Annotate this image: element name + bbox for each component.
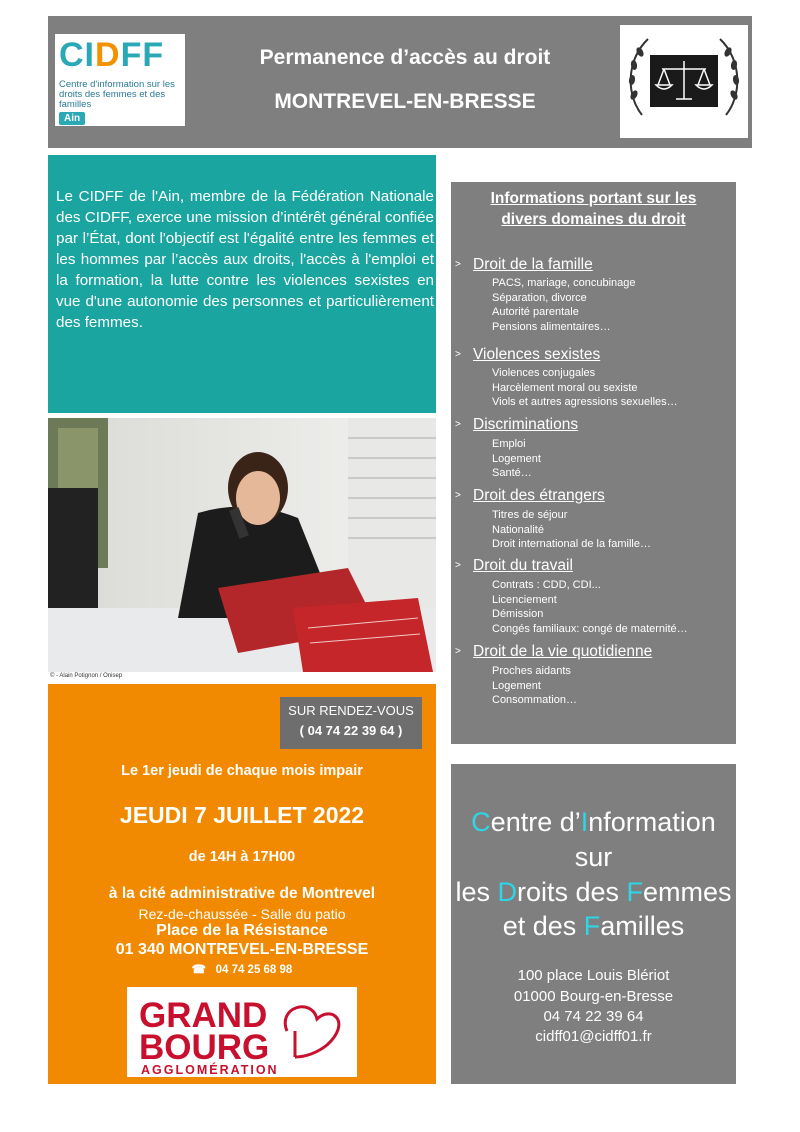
list-item: Emploi [492,438,526,450]
intro-text: Le CIDFF de l'Ain, membre de la Fédération Nationale des CIDFF, exerce une mission d’intérêt général confiée par l’État, dont l'objectif est l'égalité entre les femmes et les hommes par l’accès aux droits, l'accès à l'emploi et la formation, la lutte contre les violences sexistes en vue d'une autonomie des personnes et particulièrement des femmes. [56,188,434,331]
venue-town: 01 340 MONTREVEL-EN-BRESSE [115,941,369,958]
venue-phone-line [48,962,436,976]
contact-email[interactable]: cidff01@cidff01.fr [535,1028,652,1045]
category-daily-life: > Droit de la vie quotidienne [455,643,653,660]
cidff-logo [55,34,185,126]
office-photo [48,418,436,672]
category-family: > Droit de la famille [455,256,593,273]
category-family-items [492,276,636,334]
page-city: MONTREVEL-EN-BRESSE [274,90,536,113]
chevron-right-icon: > [455,560,461,571]
list-item: Démission [492,608,544,620]
category-violence-items [492,366,678,410]
list-item: Séparation, divorce [492,291,587,304]
list-item: Autorité parentale [492,306,579,318]
list-item: Harcèlement moral ou sexiste [492,381,638,394]
category-work: > Droit du travail [455,557,573,574]
photo-credit: © - Alain Potignon / Onisep [50,673,123,679]
page-title: Permanence d’accès au droit [259,46,551,69]
list-item: Titres de séjour [492,509,568,521]
schedule-text: Le 1er jeudi de chaque mois impair [121,763,363,779]
contact-address-street: 100 place Louis Blériot [517,967,670,984]
category-discrimination-items [492,437,541,481]
grand-bourg-line1: GRAND [139,996,268,1035]
chevron-right-icon: > [455,646,461,657]
list-item: Droit international de la famille… [492,538,651,550]
contact-address-city: 01000 Bourg-en-Bresse [513,988,674,1005]
category-work-items [492,578,688,636]
event-date: JEUDI 7 JUILLET 2022 [119,802,365,828]
cidff-logo-word: CIDFF [59,36,165,74]
chevron-right-icon: > [455,419,461,430]
list-item: Logement [492,679,541,692]
cidff-logo-subtitle: Centre d'information sur les droits des femmes et des familles [59,79,175,110]
contact-heading-line3: les Droits des Femmes [455,877,732,907]
contact-phone[interactable]: 04 74 22 39 64 [543,1008,644,1025]
contact-heading-line2: sur [574,842,613,872]
chevron-right-icon: > [455,259,461,270]
list-item: PACS, mariage, concubinage [492,277,636,289]
chevron-right-icon: > [455,349,461,360]
list-item: Congés familiaux: congé de maternité… [492,622,688,635]
list-item: Nationalité [492,523,544,536]
category-violence: > Violences sexistes [455,346,601,363]
venue-phone[interactable]: 04 74 25 68 98 [215,964,293,976]
list-item: Violences conjugales [492,367,596,379]
category-foreigners: > Droit des étrangers [455,487,605,504]
list-item: Pensions alimentaires… [492,320,611,333]
grand-bourg-line2: BOURG [139,1028,270,1067]
grand-bourg-logo [127,987,357,1077]
venue-name: à la cité administrative de Montrevel [108,885,376,902]
domains-title: Informations portant sur les divers domaines du droit [490,190,697,228]
list-item: Santé… [492,467,532,479]
phone-icon: ☎ [191,964,206,976]
list-item: Logement [492,452,541,465]
appointment-label: SUR RENDEZ-VOUS [288,703,414,718]
appointment-box [280,697,422,749]
list-item: Licenciement [492,593,557,606]
chevron-right-icon: > [455,490,461,501]
list-item: Consommation… [492,694,577,706]
event-hours: de 14H à 17H00 [188,849,296,865]
category-daily-life-items [492,664,577,708]
justice-scales-icon [620,25,748,138]
appointment-phone[interactable]: ( 04 74 22 39 64 ) [299,723,403,738]
contact-heading-line4: et des Familles [502,911,685,941]
list-item: Contrats : CDD, CDI... [492,579,601,591]
cidff-logo-tag: Ain [59,112,85,125]
grand-bourg-line3: AGGLOMÉRATION [141,1063,279,1077]
venue-floor: Rez-de-chaussée - Salle du patio [138,906,346,922]
venue-street: Place de la Résistance [156,922,328,939]
list-item: Viols et autres agressions sexuelles… [492,396,678,408]
category-discrimination: > Discriminations [455,416,579,433]
list-item: Proches aidants [492,665,571,677]
contact-heading-line1: Centre d’Information [471,807,716,837]
category-foreigners-items [492,508,651,552]
